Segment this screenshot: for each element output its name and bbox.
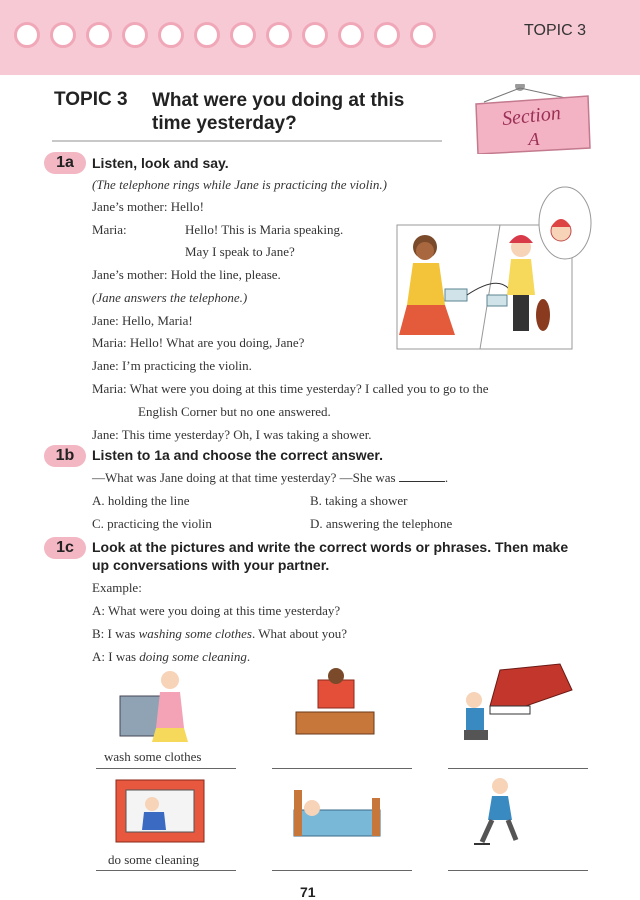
example-a2-phrase: doing some cleaning bbox=[139, 649, 247, 664]
dialog-line: Hello! This is Maria speaking. bbox=[185, 222, 344, 237]
section-word: Section bbox=[500, 102, 562, 131]
speaker-label: Maria: bbox=[92, 222, 127, 237]
answer-blank[interactable] bbox=[399, 481, 445, 482]
picture-piano bbox=[460, 660, 580, 748]
example-a2-start: A: I was bbox=[92, 649, 140, 664]
ring-icon bbox=[338, 22, 364, 48]
dialog-line: May I speak to Jane? bbox=[185, 244, 295, 259]
question-1b bbox=[92, 470, 448, 486]
picture-reading bbox=[290, 668, 380, 744]
topic-number: TOPIC 3 bbox=[54, 89, 128, 110]
stage-direction: (The telephone rings while Jane is practicing the violin.) bbox=[92, 177, 387, 192]
title-line-1: What were you doing at this bbox=[152, 90, 405, 111]
example-a2-end: . bbox=[246, 649, 251, 664]
answer-line[interactable] bbox=[96, 870, 236, 871]
answer-line[interactable] bbox=[96, 768, 236, 769]
binder-rings bbox=[14, 22, 436, 48]
piano-icon bbox=[490, 664, 572, 708]
phone-call-illustration bbox=[395, 185, 595, 355]
topic-tag: TOPIC 3 bbox=[524, 22, 586, 39]
dialog-line: Jane: Hello, Maria! bbox=[92, 313, 193, 328]
badge-1a: 1a bbox=[44, 152, 86, 174]
title-divider bbox=[52, 140, 442, 142]
option-c[interactable]: C. practicing the violin bbox=[92, 516, 212, 531]
heading-1b: Listen to 1a and choose the correct answer. bbox=[92, 447, 383, 463]
ring-icon bbox=[50, 22, 76, 48]
answer-line[interactable] bbox=[448, 768, 588, 769]
dialog-line: Jane’s mother: Hello! bbox=[92, 199, 204, 214]
ring-icon bbox=[158, 22, 184, 48]
option-b[interactable]: B. taking a shower bbox=[310, 493, 408, 508]
dialog-line: Jane: This time yesterday? Oh, I was taking a shower. bbox=[92, 427, 372, 442]
badge-1b: 1b bbox=[44, 445, 86, 467]
page-header bbox=[0, 0, 640, 75]
example-line-a1: A: What were you doing at this time yesterday? bbox=[92, 603, 341, 618]
ring-icon bbox=[122, 22, 148, 48]
caption-cleaning: do some cleaning bbox=[108, 852, 199, 867]
picture-skating bbox=[470, 776, 530, 848]
stage-direction: (Jane answers the telephone.) bbox=[92, 290, 248, 305]
ring-icon bbox=[194, 22, 220, 48]
example-b-end: . What about you? bbox=[251, 626, 348, 641]
answer-line[interactable] bbox=[272, 768, 412, 769]
ring-icon bbox=[14, 22, 40, 48]
dialog-line: Jane’s mother: Hold the line, please. bbox=[92, 267, 281, 282]
pin-icon bbox=[515, 84, 525, 91]
question-end: . bbox=[444, 470, 449, 485]
picture-wash-clothes bbox=[112, 668, 202, 744]
ring-icon bbox=[374, 22, 400, 48]
book-icon bbox=[318, 680, 354, 708]
ring-icon bbox=[410, 22, 436, 48]
example-line-b bbox=[92, 626, 347, 642]
badge-1c: 1c bbox=[44, 537, 86, 559]
dialog-line: Jane: I’m practicing the violin. bbox=[92, 358, 252, 373]
section-letter: A bbox=[528, 129, 540, 149]
question-text: —What was Jane doing at that time yesterday? —She was bbox=[92, 470, 396, 485]
option-a[interactable]: A. holding the line bbox=[92, 493, 190, 508]
ring-icon bbox=[302, 22, 328, 48]
answer-line[interactable] bbox=[272, 870, 412, 871]
ring-icon bbox=[86, 22, 112, 48]
dialog-line: Maria: Hello! What are you doing, Jane? bbox=[92, 335, 305, 350]
dialog-line: English Corner but no one answered. bbox=[138, 404, 331, 419]
example-line-a2 bbox=[92, 649, 250, 665]
heading-1c-line-2: up conversations with your partner. bbox=[92, 557, 330, 573]
page-number: 71 bbox=[300, 884, 316, 900]
heading-1a: Listen, look and say. bbox=[92, 155, 229, 171]
section-card bbox=[472, 84, 592, 154]
telephone-icon bbox=[445, 289, 467, 301]
example-b-start: B: I was bbox=[92, 626, 139, 641]
ring-icon bbox=[230, 22, 256, 48]
example-b-phrase: washing some clothes bbox=[138, 626, 252, 641]
heading-1c-line-1: Look at the pictures and write the correct words or phrases. Then make bbox=[92, 539, 569, 555]
option-d[interactable]: D. answering the telephone bbox=[310, 516, 453, 531]
page-title bbox=[152, 89, 452, 135]
dialog-line: Maria: What were you doing at this time yesterday? I called you to go to the bbox=[92, 381, 489, 396]
picture-sleeping bbox=[290, 780, 386, 842]
picture-cleaning bbox=[112, 776, 208, 846]
violin-icon bbox=[536, 299, 550, 331]
ring-icon bbox=[266, 22, 292, 48]
caption-wash-clothes: wash some clothes bbox=[104, 749, 202, 764]
answer-line[interactable] bbox=[448, 870, 588, 871]
title-line-2: time yesterday? bbox=[152, 113, 297, 134]
example-label: Example: bbox=[92, 580, 142, 595]
